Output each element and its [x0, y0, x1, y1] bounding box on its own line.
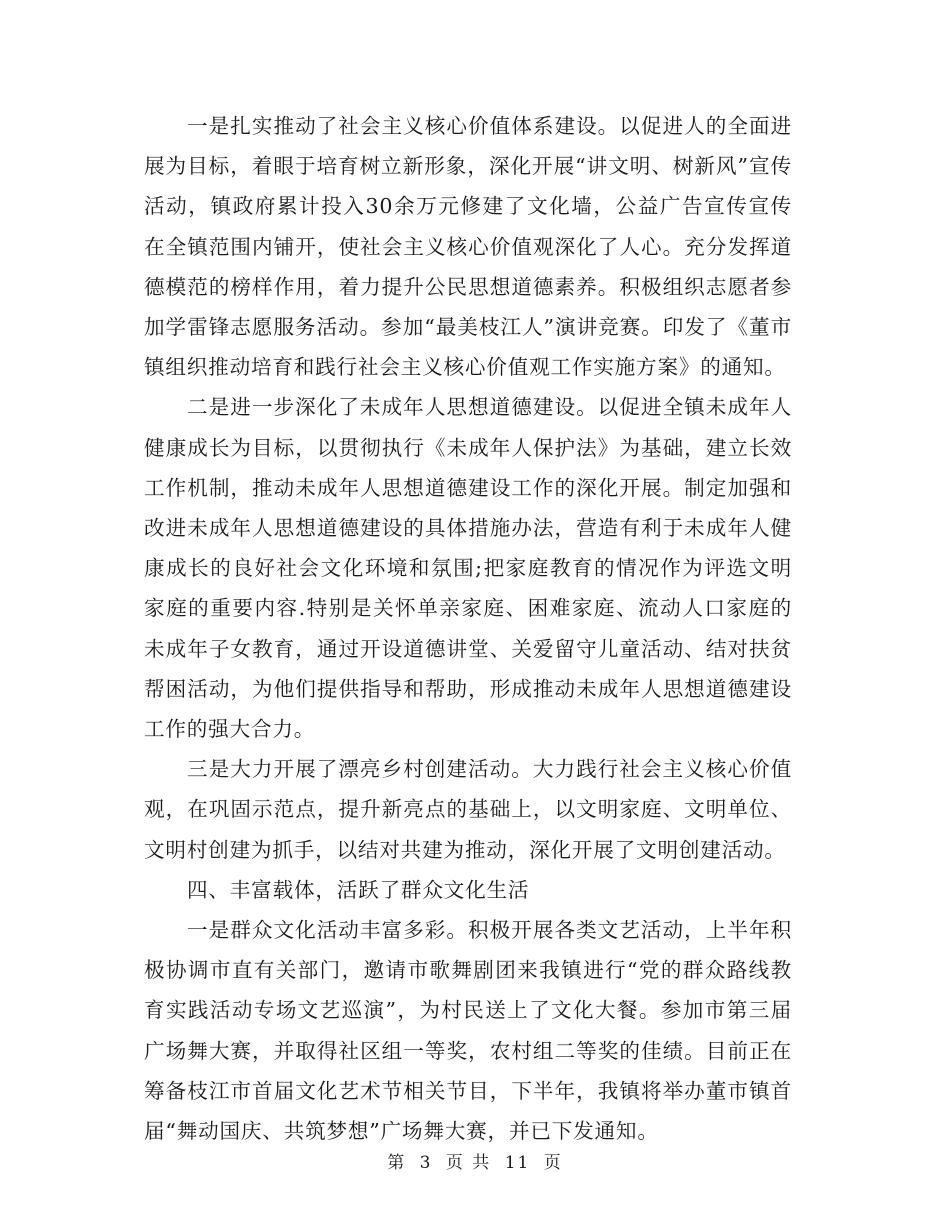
page-number: 3	[419, 1153, 433, 1173]
section-heading: 四、丰富载体，活跃了群众文化生活	[187, 877, 530, 902]
total-pages: 11	[504, 1153, 531, 1173]
paragraph-2: 二是进一步深化了未成年人思想道德建设。以促进全镇未成年人健康成长为目标，以贯彻执行《未成年人保护法》为基础，建立长效工作机制，推动未成年人思想道德建设工作的深化开展。制定加强和改进未成年人思想道德建设的具体措施办法，营造有利于未成年人健康成长的良好社会文化环境和氛围;把家庭教育的情况作为评选文明家庭的重要内容.特别是关怀单亲家庭、困难家庭、流动人口家庭的未成年子女教育，通过开设道德讲堂、关爱留守儿童活动、结对扶贫帮困活动，为他们提供指导和帮助，形成推动未成年人思想道德建设工作的强大合力。	[144, 395, 792, 742]
paragraph-1: 一是扎实推动了社会主义核心价值体系建设。以促进人的全面进展为目标，着眼于培育树立新形象，深化开展“讲文明、树新风”宣传活动，镇政府累计投入30余万元修建了文化墙，公益广告宣传宣传在全镇范围内铺开，使社会主义核心价值观深化了人心。充分发挥道德模范的榜样作用，着力提升公民思想道德素养。积极组织志愿者参加学雷锋志愿服务活动。参加“最美枝江人”演讲竞赛。印发了《董市镇组织推动培育和践行社会主义核心价值观工作实施方案》的通知。	[144, 114, 792, 380]
footer-suffix: 页	[543, 1153, 563, 1173]
document-body	[144, 106, 792, 1151]
page-footer	[0, 1148, 950, 1173]
paragraph-3: 三是大力开展了漂亮乡村创建活动。大力践行社会主义核心价值观，在巩固示范点，提升新亮点的基础上，以文明家庭、文明单位、文明村创建为抓手，以结对共建为推动，深化开展了文明创建活动。	[144, 757, 792, 862]
footer-prefix: 第	[387, 1153, 407, 1173]
paragraph-4: 一是群众文化活动丰富多彩。积极开展各类文艺活动，上半年积极协调市直有关部门，邀请市歌舞剧团来我镇进行“党的群众路线教育实践活动专场文艺巡演”，为村民送上了文化大餐。参加市第三届广场舞大赛，并取得社区组一等奖，农村组二等奖的佳绩。目前正在筹备枝江市首届文化艺术节相关节目，下半年，我镇将举办董市镇首届“舞动国庆、共筑梦想”广场舞大赛，并已下发通知。	[144, 918, 792, 1144]
footer-middle: 页 共	[445, 1153, 492, 1173]
